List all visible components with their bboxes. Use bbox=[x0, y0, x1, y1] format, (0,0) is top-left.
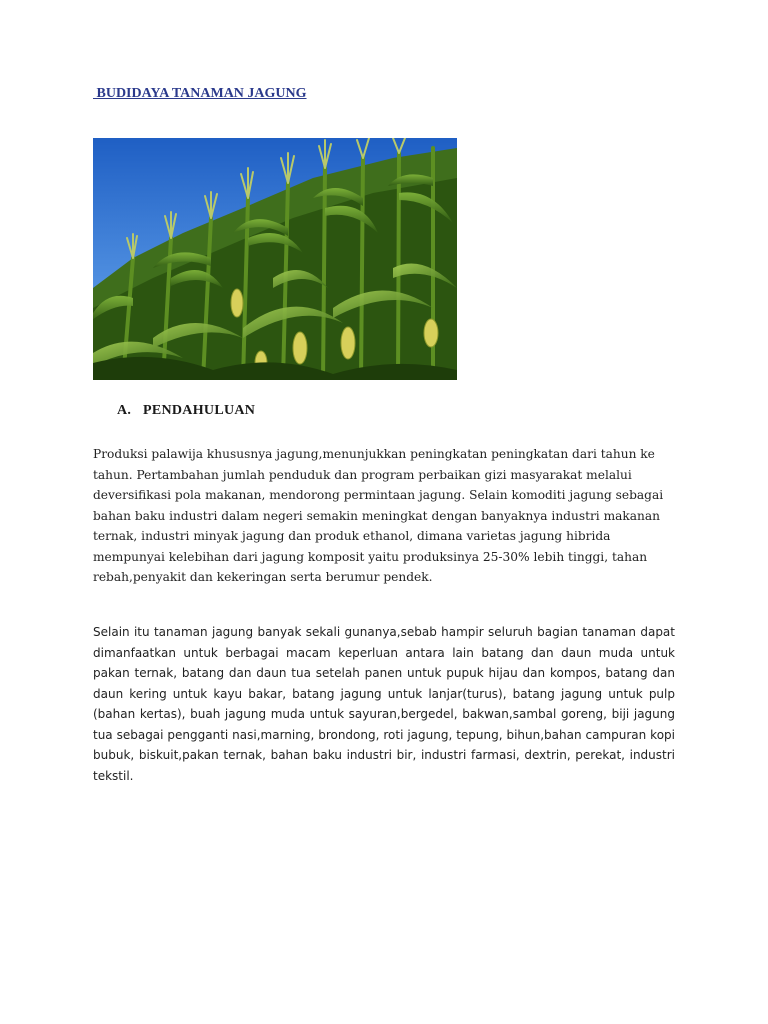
document-title[interactable]: BUDIDAYA TANAMAN JAGUNG bbox=[93, 86, 307, 101]
section-number: A. bbox=[117, 403, 132, 418]
corn-field-photo bbox=[93, 138, 457, 380]
paragraph-uses: Selain itu tanaman jagung banyak sekali gunanya,sebab hampir seluruh bagian tanaman dapat dimanfaatkan untuk berbagai macam keperluan antara lain batang dan daun muda untuk pakan ternak, batang dan daun tua setelah panen untuk pupuk hijau dan kompos, batang dan daun kering untuk kayu bakar, batang jagung untuk lanjar(turus), batang jagung untuk pulp (bahan kertas), buah jagung muda untuk sayuran,bergedel, bakwan,sambal goreng, biji jagung tua sebagai pengganti nasi,marning, brondong, roti jagung, tepung, bihun,bahan campuran kopi bubuk, biskuit,pakan ternak, bahan baku industri bir, industri farmasi, dextrin, perekat, industri tekstil. bbox=[93, 625, 675, 783]
section-heading bbox=[117, 403, 255, 419]
section-heading-text: PENDAHULUAN bbox=[143, 403, 256, 418]
paragraph-intro: Produksi palawija khususnya jagung,menunjukkan peningkatan peningkatan dari tahun ke tahun. Pertambahan jumlah penduduk dan program perbaikan gizi masyarakat melalui deversifikasi pola makanan, mendorong permintaan jagung. Selain komoditi jagung sebagai bahan baku industri dalam negeri semakin meningkat dengan banyaknya industri makanan ternak, industri minyak jagung dan produk ethanol, dimana varietas jagung hibrida mempunyai kelebihan dari jagung komposit yaitu produksinya 25-30% lebih tinggi, tahan rebah,penyakit dan kekeringan serta berumur pendek. bbox=[93, 447, 664, 584]
corn-field-icon bbox=[93, 138, 457, 380]
